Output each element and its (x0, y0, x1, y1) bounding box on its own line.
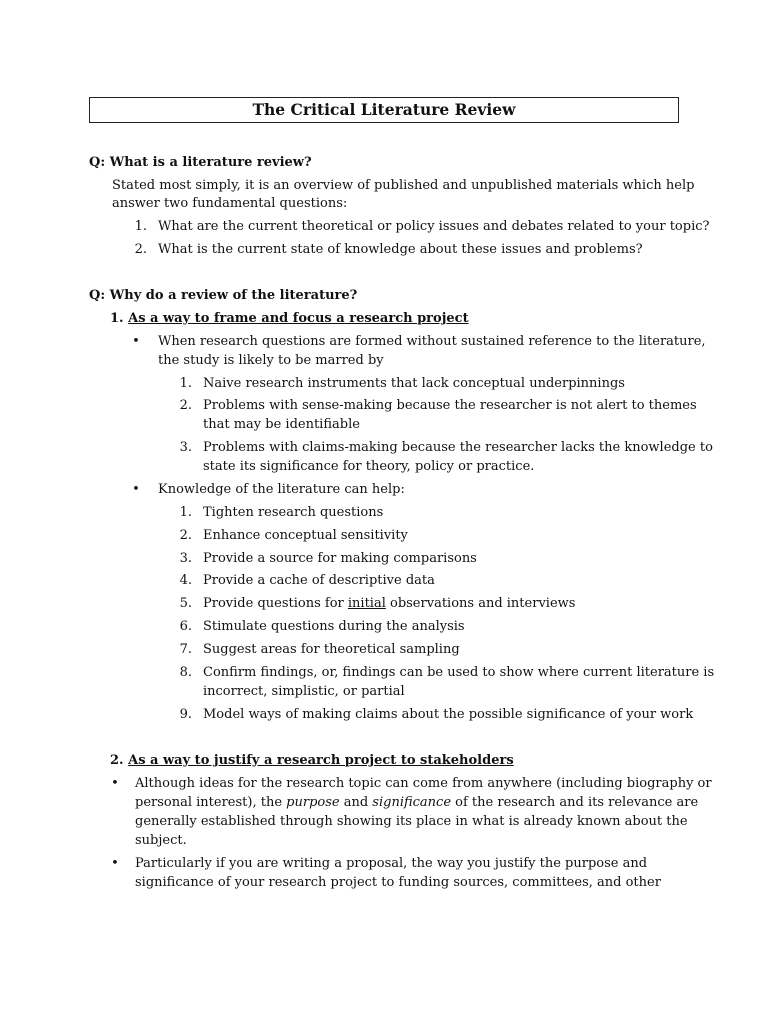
s1-b1-item-number: 3. (179, 440, 192, 455)
s1-b2-item-text: Provide a cache of descriptive data (203, 573, 435, 588)
text-run: Provide questions for (203, 596, 348, 611)
s1-b2-item-number: 2. (179, 528, 192, 543)
s1-b2-item-number: 8. (179, 665, 192, 680)
s1-b2-item-number: 7. (179, 642, 192, 657)
text-run: observations and interviews (385, 596, 576, 611)
s1-b1-item-text-cont: state its significance for theory, policy or practice. (203, 459, 535, 474)
s2-bullet1-line1: Although ideas for the research topic can come from anywhere (including biography or (135, 776, 712, 791)
s1-b2-item-number: 6. (179, 619, 192, 634)
s1-bullet1-line1: When research questions are formed without sustained reference to the literature, (158, 334, 706, 349)
s2-bullet2-line2: significance of your research project to funding sources, committees, and other (135, 875, 661, 890)
s1-b1-item-number: 1. (179, 376, 192, 391)
s1-b2-item-number: 3. (179, 551, 192, 566)
q1-item-number: 1. (134, 219, 147, 234)
underlined-word: initial (347, 596, 386, 611)
section2-heading-text: As a way to justify a research project to stakeholders (128, 753, 514, 768)
italic-word: significance (372, 795, 452, 810)
s1-b1-item-number: 2. (179, 398, 192, 413)
bullet-icon: • (132, 482, 140, 497)
section1-heading-text: As a way to frame and focus a research project (128, 311, 469, 326)
section1-number: 1. (110, 311, 124, 326)
s1-b1-item-text: Problems with sense-making because the researcher is not alert to themes (203, 398, 697, 413)
s1-b2-item-text: Provide a source for making comparisons (203, 551, 477, 566)
s1-b2-item-text: Suggest areas for theoretical sampling (203, 642, 460, 657)
s1-b2-item-number: 5. (179, 596, 192, 611)
s1-b2-item-text (203, 594, 575, 613)
q1-item-number: 2. (134, 242, 147, 257)
s1-b2-item-number: 4. (179, 573, 192, 588)
s1-bullet1-line2: the study is likely to be marred by (158, 353, 384, 368)
q1-item-text: What are the current theoretical or policy issues and debates related to your topic? (158, 219, 710, 234)
text-run: and (339, 795, 373, 810)
s1-b2-item-number: 9. (179, 707, 192, 722)
s1-b2-item-text: Stimulate questions during the analysis (203, 619, 465, 634)
section2-number: 2. (110, 753, 124, 768)
document-title: The Critical Literature Review (89, 97, 679, 123)
s2-bullet1-line3: generally established through showing its place in what is already known about the (135, 814, 688, 829)
s1-bullet2-line1: Knowledge of the literature can help: (158, 482, 405, 497)
section1-heading (110, 309, 469, 328)
section2-heading (110, 751, 514, 770)
bullet-icon: • (132, 334, 140, 349)
q1-intro-line2: answer two fundamental questions: (112, 196, 348, 211)
s2-bullet1-line2 (135, 793, 698, 812)
s1-b2-item-text-cont: incorrect, simplistic, or partial (203, 684, 405, 699)
s1-b1-item-text: Problems with claims-making because the researcher lacks the knowledge to (203, 440, 713, 455)
s1-b2-item-number: 1. (179, 505, 192, 520)
q1-item-text: What is the current state of knowledge about these issues and problems? (158, 242, 643, 257)
s1-b2-item-text: Model ways of making claims about the possible significance of your work (203, 707, 694, 722)
text-run: of the research and its relevance are (451, 795, 699, 810)
s2-bullet2-line1: Particularly if you are writing a proposal, the way you justify the purpose and (135, 856, 648, 871)
italic-word: purpose (286, 795, 340, 810)
text-run: personal interest), the (135, 795, 287, 810)
question-why-review: Q: Why do a review of the literature? (89, 288, 358, 303)
s1-b2-item-text: Enhance conceptual sensitivity (203, 528, 408, 543)
s2-bullet1-line4: subject. (135, 833, 187, 848)
question-what-is: Q: What is a literature review? (89, 155, 312, 170)
bullet-icon: • (111, 776, 119, 791)
s1-b2-item-text: Confirm findings, or, findings can be used to show where current literature is (203, 665, 715, 680)
s1-b2-item-text: Tighten research questions (203, 505, 384, 520)
bullet-icon: • (111, 856, 119, 871)
q1-intro-line1: Stated most simply, it is an overview of published and unpublished materials which help (112, 178, 695, 193)
s1-b1-item-text-cont: that may be identifiable (203, 417, 360, 432)
s1-b1-item-text: Naive research instruments that lack conceptual underpinnings (203, 376, 625, 391)
